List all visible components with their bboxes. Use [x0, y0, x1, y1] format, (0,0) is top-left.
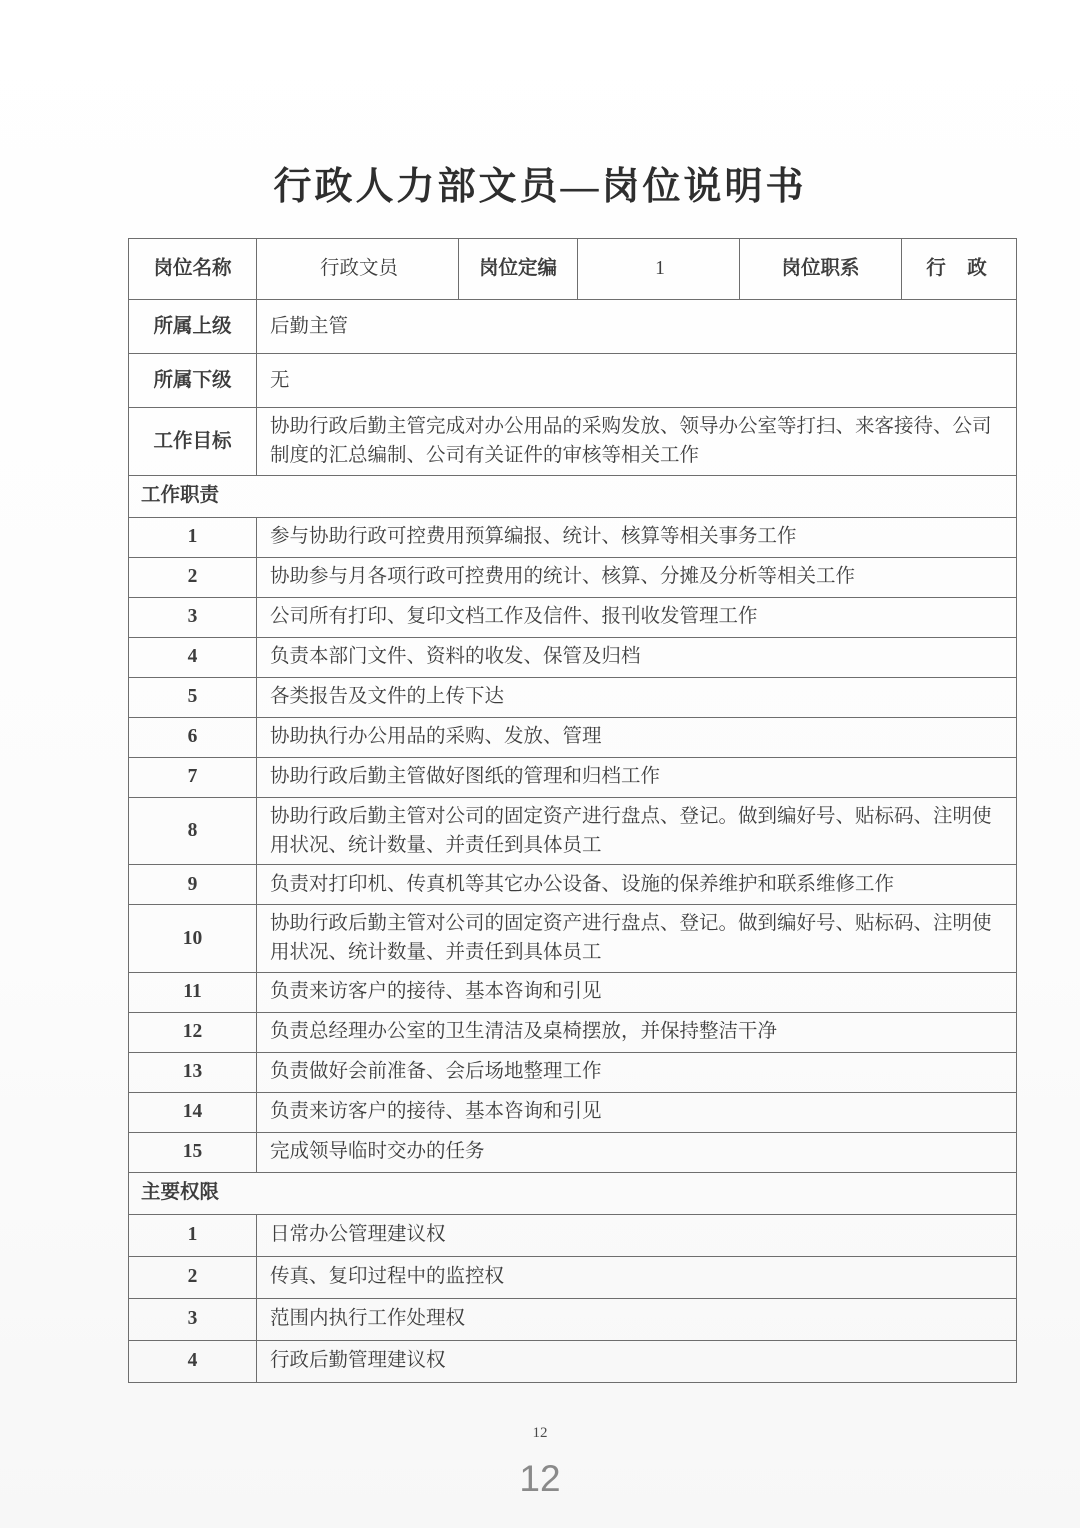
table-row [129, 239, 1017, 300]
authority-text: 日常办公管理建议权 [257, 1214, 1017, 1256]
position-quota-value: 1 [578, 239, 740, 300]
duty-row [129, 637, 1017, 677]
authority-text: 行政后勤管理建议权 [257, 1340, 1017, 1382]
duty-number: 13 [129, 1052, 257, 1092]
table-row [129, 408, 1017, 476]
work-goal-value: 协助行政后勤主管完成对办公用品的采购发放、领导办公室等打扫、来客接待、公司制度的汇总编制、公司有关证件的审核等相关工作 [257, 408, 1017, 476]
authority-text: 范围内执行工作处理权 [257, 1298, 1017, 1340]
duty-number: 3 [129, 597, 257, 637]
duty-text: 协助行政后勤主管做好图纸的管理和归档工作 [257, 757, 1017, 797]
duty-text: 协助参与月各项行政可控费用的统计、核算、分摊及分析等相关工作 [257, 557, 1017, 597]
position-series-value: 行 政 [902, 239, 1017, 300]
superior-value: 后勤主管 [257, 300, 1017, 354]
duty-text: 负责来访客户的接待、基本咨询和引见 [257, 1092, 1017, 1132]
duty-row [129, 677, 1017, 717]
document-page-number: 12 [532, 1424, 548, 1441]
duty-text: 协助执行办公用品的采购、发放、管理 [257, 717, 1017, 757]
authority-number: 1 [129, 1214, 257, 1256]
duty-text: 完成领导临时交办的任务 [257, 1132, 1017, 1172]
position-quota-label: 岗位定编 [459, 239, 578, 300]
duty-row [129, 797, 1017, 865]
position-series-label: 岗位职系 [740, 239, 902, 300]
authority-row [129, 1256, 1017, 1298]
authority-row [129, 1298, 1017, 1340]
authority-number: 3 [129, 1298, 257, 1340]
duties-section-title: 工作职责 [129, 475, 1017, 517]
duty-row [129, 1012, 1017, 1052]
authority-text: 传真、复印过程中的监控权 [257, 1256, 1017, 1298]
duty-text: 负责对打印机、传真机等其它办公设备、设施的保养维护和联系维修工作 [257, 865, 1017, 905]
duty-text: 公司所有打印、复印文档工作及信件、报刊收发管理工作 [257, 597, 1017, 637]
duty-number: 15 [129, 1132, 257, 1172]
duty-number: 9 [129, 865, 257, 905]
duty-number: 5 [129, 677, 257, 717]
duty-number: 7 [129, 757, 257, 797]
duty-row [129, 597, 1017, 637]
position-name-value: 行政文员 [257, 239, 459, 300]
duty-row [129, 517, 1017, 557]
duty-row [129, 717, 1017, 757]
duty-number: 2 [129, 557, 257, 597]
subordinate-label: 所属下级 [129, 354, 257, 408]
duty-number: 10 [129, 905, 257, 973]
duty-row [129, 757, 1017, 797]
duty-text: 各类报告及文件的上传下达 [257, 677, 1017, 717]
duty-row [129, 1092, 1017, 1132]
authority-section-header [129, 1172, 1017, 1214]
duty-row [129, 1052, 1017, 1092]
authority-number: 4 [129, 1340, 257, 1382]
duty-row [129, 1132, 1017, 1172]
authority-row [129, 1340, 1017, 1382]
duty-text: 负责总经理办公室的卫生清洁及桌椅摆放，并保持整洁干净 [257, 1012, 1017, 1052]
duty-number: 14 [129, 1092, 257, 1132]
superior-label: 所属上级 [129, 300, 257, 354]
job-description-table [128, 238, 1017, 1383]
page-title: 行政人力部文员—岗位说明书 [273, 166, 807, 208]
duty-text: 负责做好会前准备、会后场地整理工作 [257, 1052, 1017, 1092]
authority-number: 2 [129, 1256, 257, 1298]
duty-number: 8 [129, 797, 257, 865]
duty-number: 12 [129, 1012, 257, 1052]
viewer-page-number: 12 [519, 1457, 561, 1499]
duty-row [129, 865, 1017, 905]
duty-number: 11 [129, 972, 257, 1012]
table-row [129, 300, 1017, 354]
duty-row [129, 972, 1017, 1012]
duty-text: 负责本部门文件、资料的收发、保管及归档 [257, 637, 1017, 677]
authority-row [129, 1214, 1017, 1256]
authority-section-title: 主要权限 [129, 1172, 1017, 1214]
work-goal-label: 工作目标 [129, 408, 257, 476]
duty-text: 负责来访客户的接待、基本咨询和引见 [257, 972, 1017, 1012]
duty-row [129, 557, 1017, 597]
position-name-label: 岗位名称 [129, 239, 257, 300]
duties-section-header [129, 475, 1017, 517]
table-row [129, 354, 1017, 408]
duty-text: 参与协助行政可控费用预算编报、统计、核算等相关事务工作 [257, 517, 1017, 557]
subordinate-value: 无 [257, 354, 1017, 408]
duty-number: 4 [129, 637, 257, 677]
duty-text: 协助行政后勤主管对公司的固定资产进行盘点、登记。做到编好号、贴标码、注明使用状况、统计数量、并责任到具体员工 [257, 797, 1017, 865]
duty-number: 6 [129, 717, 257, 757]
duty-number: 1 [129, 517, 257, 557]
duty-text: 协助行政后勤主管对公司的固定资产进行盘点、登记。做到编好号、贴标码、注明使用状况、统计数量、并责任到具体员工 [257, 905, 1017, 973]
duty-row [129, 905, 1017, 973]
